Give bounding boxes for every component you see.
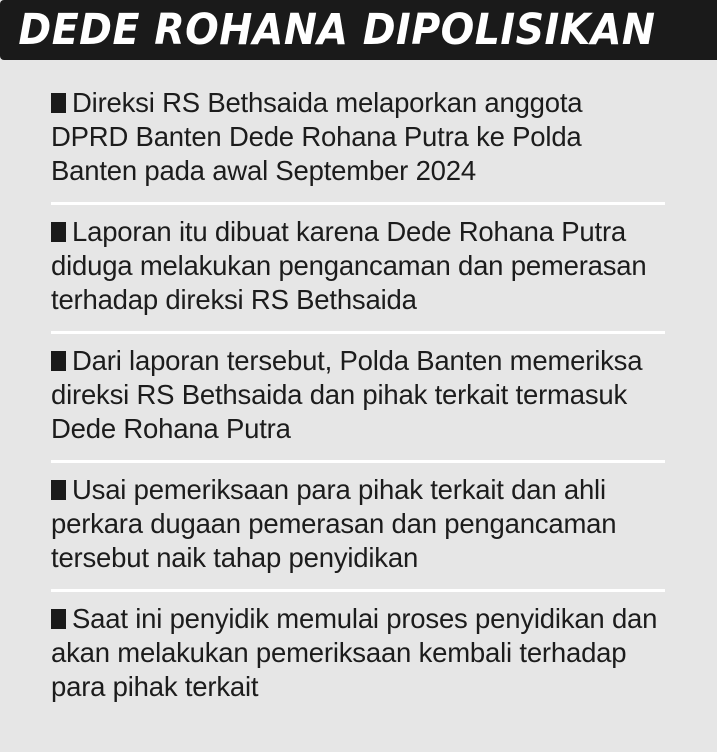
square-bullet-icon (51, 93, 66, 113)
square-bullet-icon (51, 222, 66, 242)
list-item (51, 334, 665, 463)
list-item-text: Usai pemeriksaan para pihak terkait dan ahli perkara dugaan pemerasan dan pengancaman tersebut naik tahap penyidikan (51, 474, 617, 573)
square-bullet-icon (51, 351, 66, 371)
list-item (51, 463, 665, 592)
list-item (51, 205, 665, 334)
square-bullet-icon (51, 609, 66, 629)
square-bullet-icon (51, 480, 66, 500)
list-item-text: Laporan itu dibuat karena Dede Rohana Putra diduga melakukan pengancaman dan pemerasan terhadap direksi RS Bethsaida (51, 216, 647, 315)
list-item-text: Saat ini penyidik memulai proses penyidikan dan akan melakukan pemeriksaan kembali terhadap para pihak terkait (51, 603, 658, 702)
list-item-text: Dari laporan tersebut, Polda Banten memeriksa direksi RS Bethsaida dan pihak terkait termasuk Dede Rohana Putra (51, 345, 643, 444)
list-item (51, 76, 665, 205)
page-title: DEDE ROHANA DIPOLISIKAN (18, 5, 656, 55)
list-item-text: Direksi RS Bethsaida melaporkan anggota DPRD Banten Dede Rohana Putra ke Polda Banten pada awal September 2024 (51, 87, 583, 186)
list-item (51, 592, 665, 718)
header-banner (0, 0, 717, 60)
bullet-list (0, 76, 717, 718)
